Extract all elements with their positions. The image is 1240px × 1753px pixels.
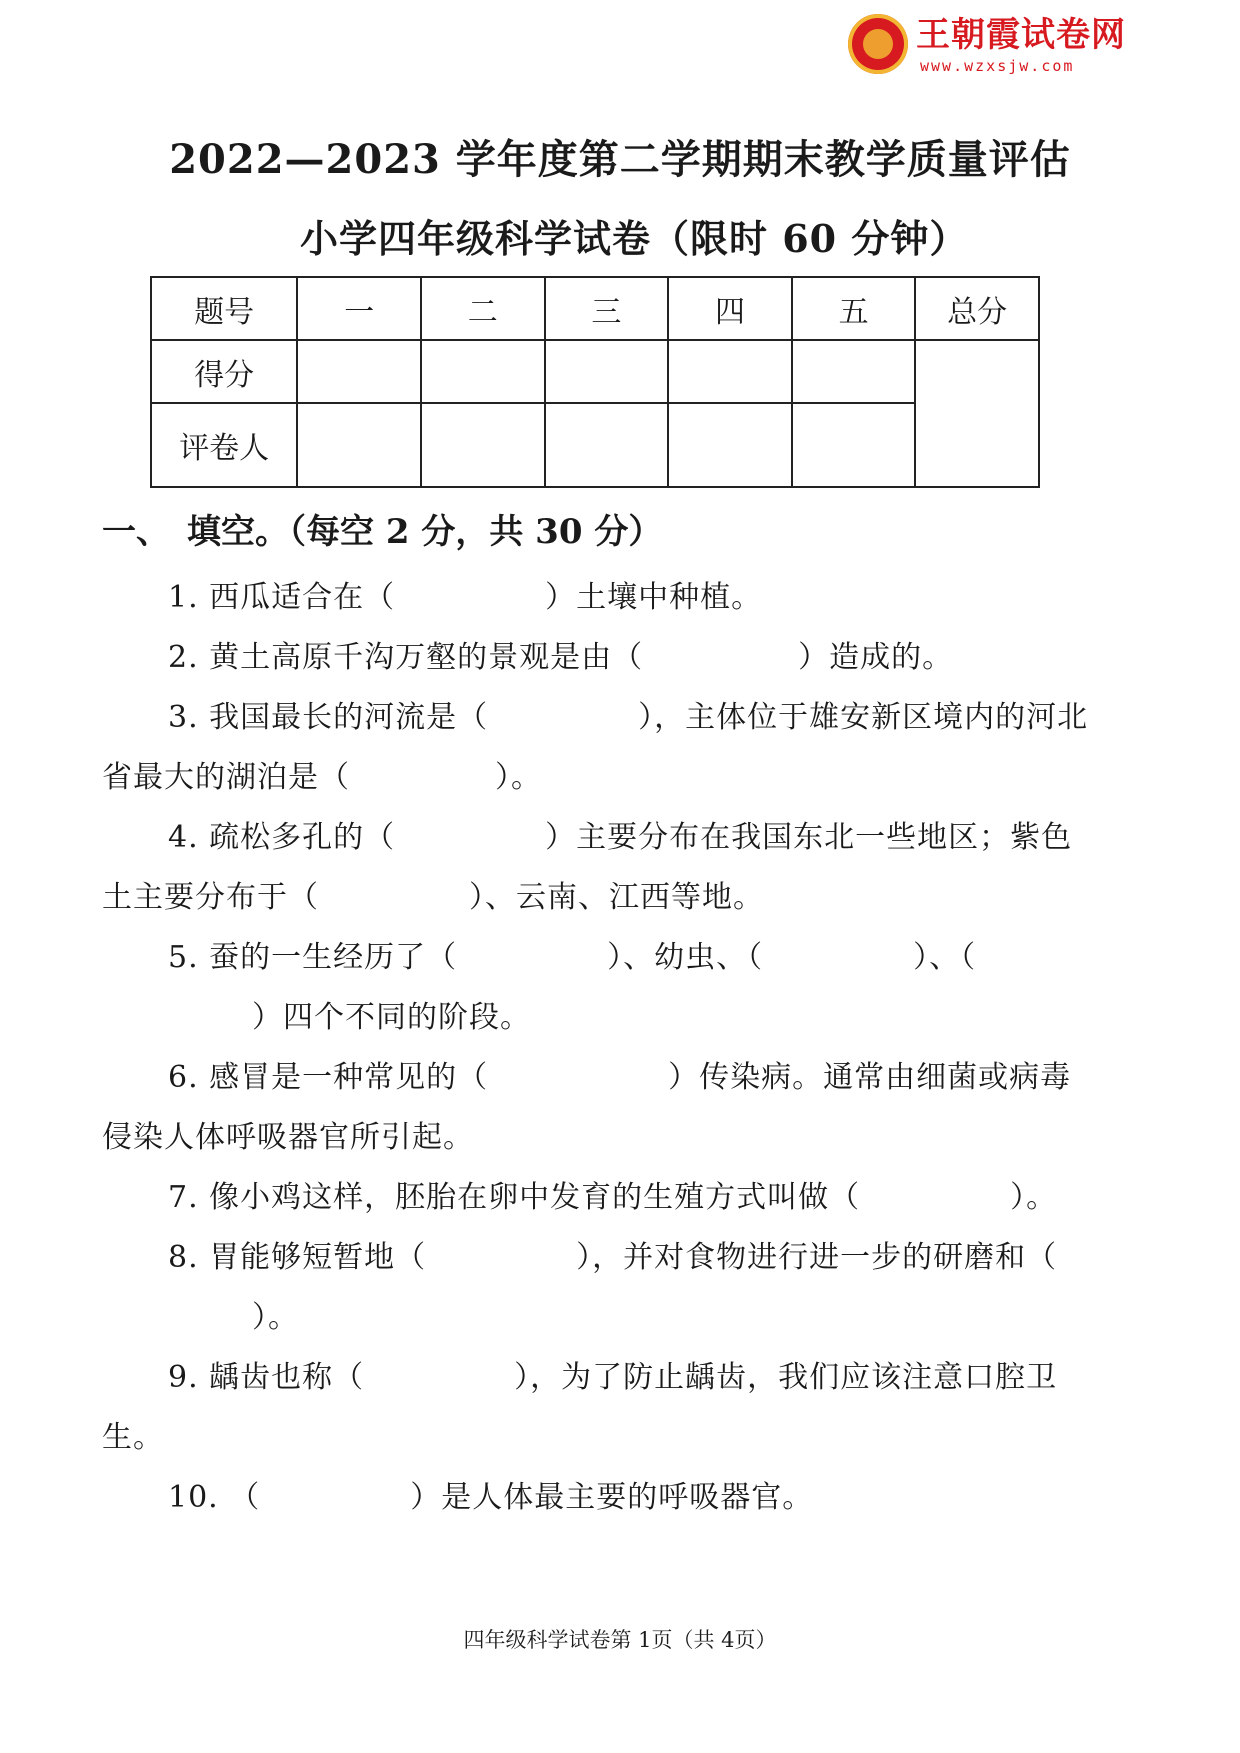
page-footer: 四年级科学试卷第 1页（共 4页） <box>463 1628 777 1652</box>
total-score-cell <box>915 340 1039 487</box>
question-1: 1. 西瓜适合在（ ）土壤中种植。 <box>168 580 763 615</box>
grader-cell <box>792 403 916 487</box>
header-cell: 四 <box>668 277 792 340</box>
grader-row <box>151 403 1039 487</box>
header-cell: 一 <box>297 277 421 340</box>
site-logo <box>848 14 1164 74</box>
score-cell <box>792 340 916 403</box>
score-table-header-row <box>151 277 1039 340</box>
grader-cell <box>545 403 669 487</box>
logo-name: 王朝霞试卷网 <box>916 15 1126 55</box>
score-table <box>150 276 1040 488</box>
exam-title: 2022—2023 学年度第二学期期末教学质量评估 <box>169 136 1071 183</box>
header-cell: 总分 <box>915 277 1039 340</box>
score-cell <box>421 340 545 403</box>
section-heading: 一、 填空。（每空 2 分，共 30 分） <box>102 512 663 552</box>
question-10: 10. （ ）是人体最主要的呼吸器官。 <box>168 1480 814 1515</box>
score-cell <box>297 340 421 403</box>
question-3: 3. 我国最长的河流是（ ），主体位于雄安新区境内的河北省最大的湖泊是（ ）。 <box>102 700 1089 795</box>
question-6: 6. 感冒是一种常见的（ ）传染病。通常由细菌或病毒侵染人体呼吸器官所引起。 <box>102 1060 1072 1155</box>
header-cell: 二 <box>421 277 545 340</box>
header-cell: 题号 <box>151 277 297 340</box>
question-8: 8. 胃能够短暂地（ ），并对食物进行进一步的研磨和（）。 <box>168 1240 1058 1335</box>
row-label: 评卷人 <box>151 403 297 487</box>
question-4: 4. 疏松多孔的（ ）主要分布在我国东北一些地区；紫色土主要分布于（ ）、云南、江西等地。 <box>102 820 1073 915</box>
header-cell: 五 <box>792 277 916 340</box>
question-2: 2. 黄土高原千沟万壑的景观是由（ ）造成的。 <box>168 640 954 675</box>
logo-url: www.wzxsjw.com <box>920 57 1075 75</box>
exam-subtitle: 小学四年级科学试卷（限时 60 分钟） <box>300 216 969 261</box>
row-label: 得分 <box>151 340 297 403</box>
question-9: 9. 龋齿也称（ ），为了防止龋齿，我们应该注意口腔卫生。 <box>102 1360 1058 1455</box>
grader-cell <box>421 403 545 487</box>
question-5: 5. 蚕的一生经历了（ ）、幼虫、（ ）、（）四个不同的阶段。 <box>168 940 977 1035</box>
score-row <box>151 340 1039 403</box>
score-cell <box>668 340 792 403</box>
grader-cell <box>297 403 421 487</box>
logo-emblem-icon <box>848 14 908 74</box>
question-7: 7. 像小鸡这样，胚胎在卵中发育的生殖方式叫做（ ）。 <box>168 1180 1058 1215</box>
grader-cell <box>668 403 792 487</box>
header-cell: 三 <box>545 277 669 340</box>
score-cell <box>545 340 669 403</box>
